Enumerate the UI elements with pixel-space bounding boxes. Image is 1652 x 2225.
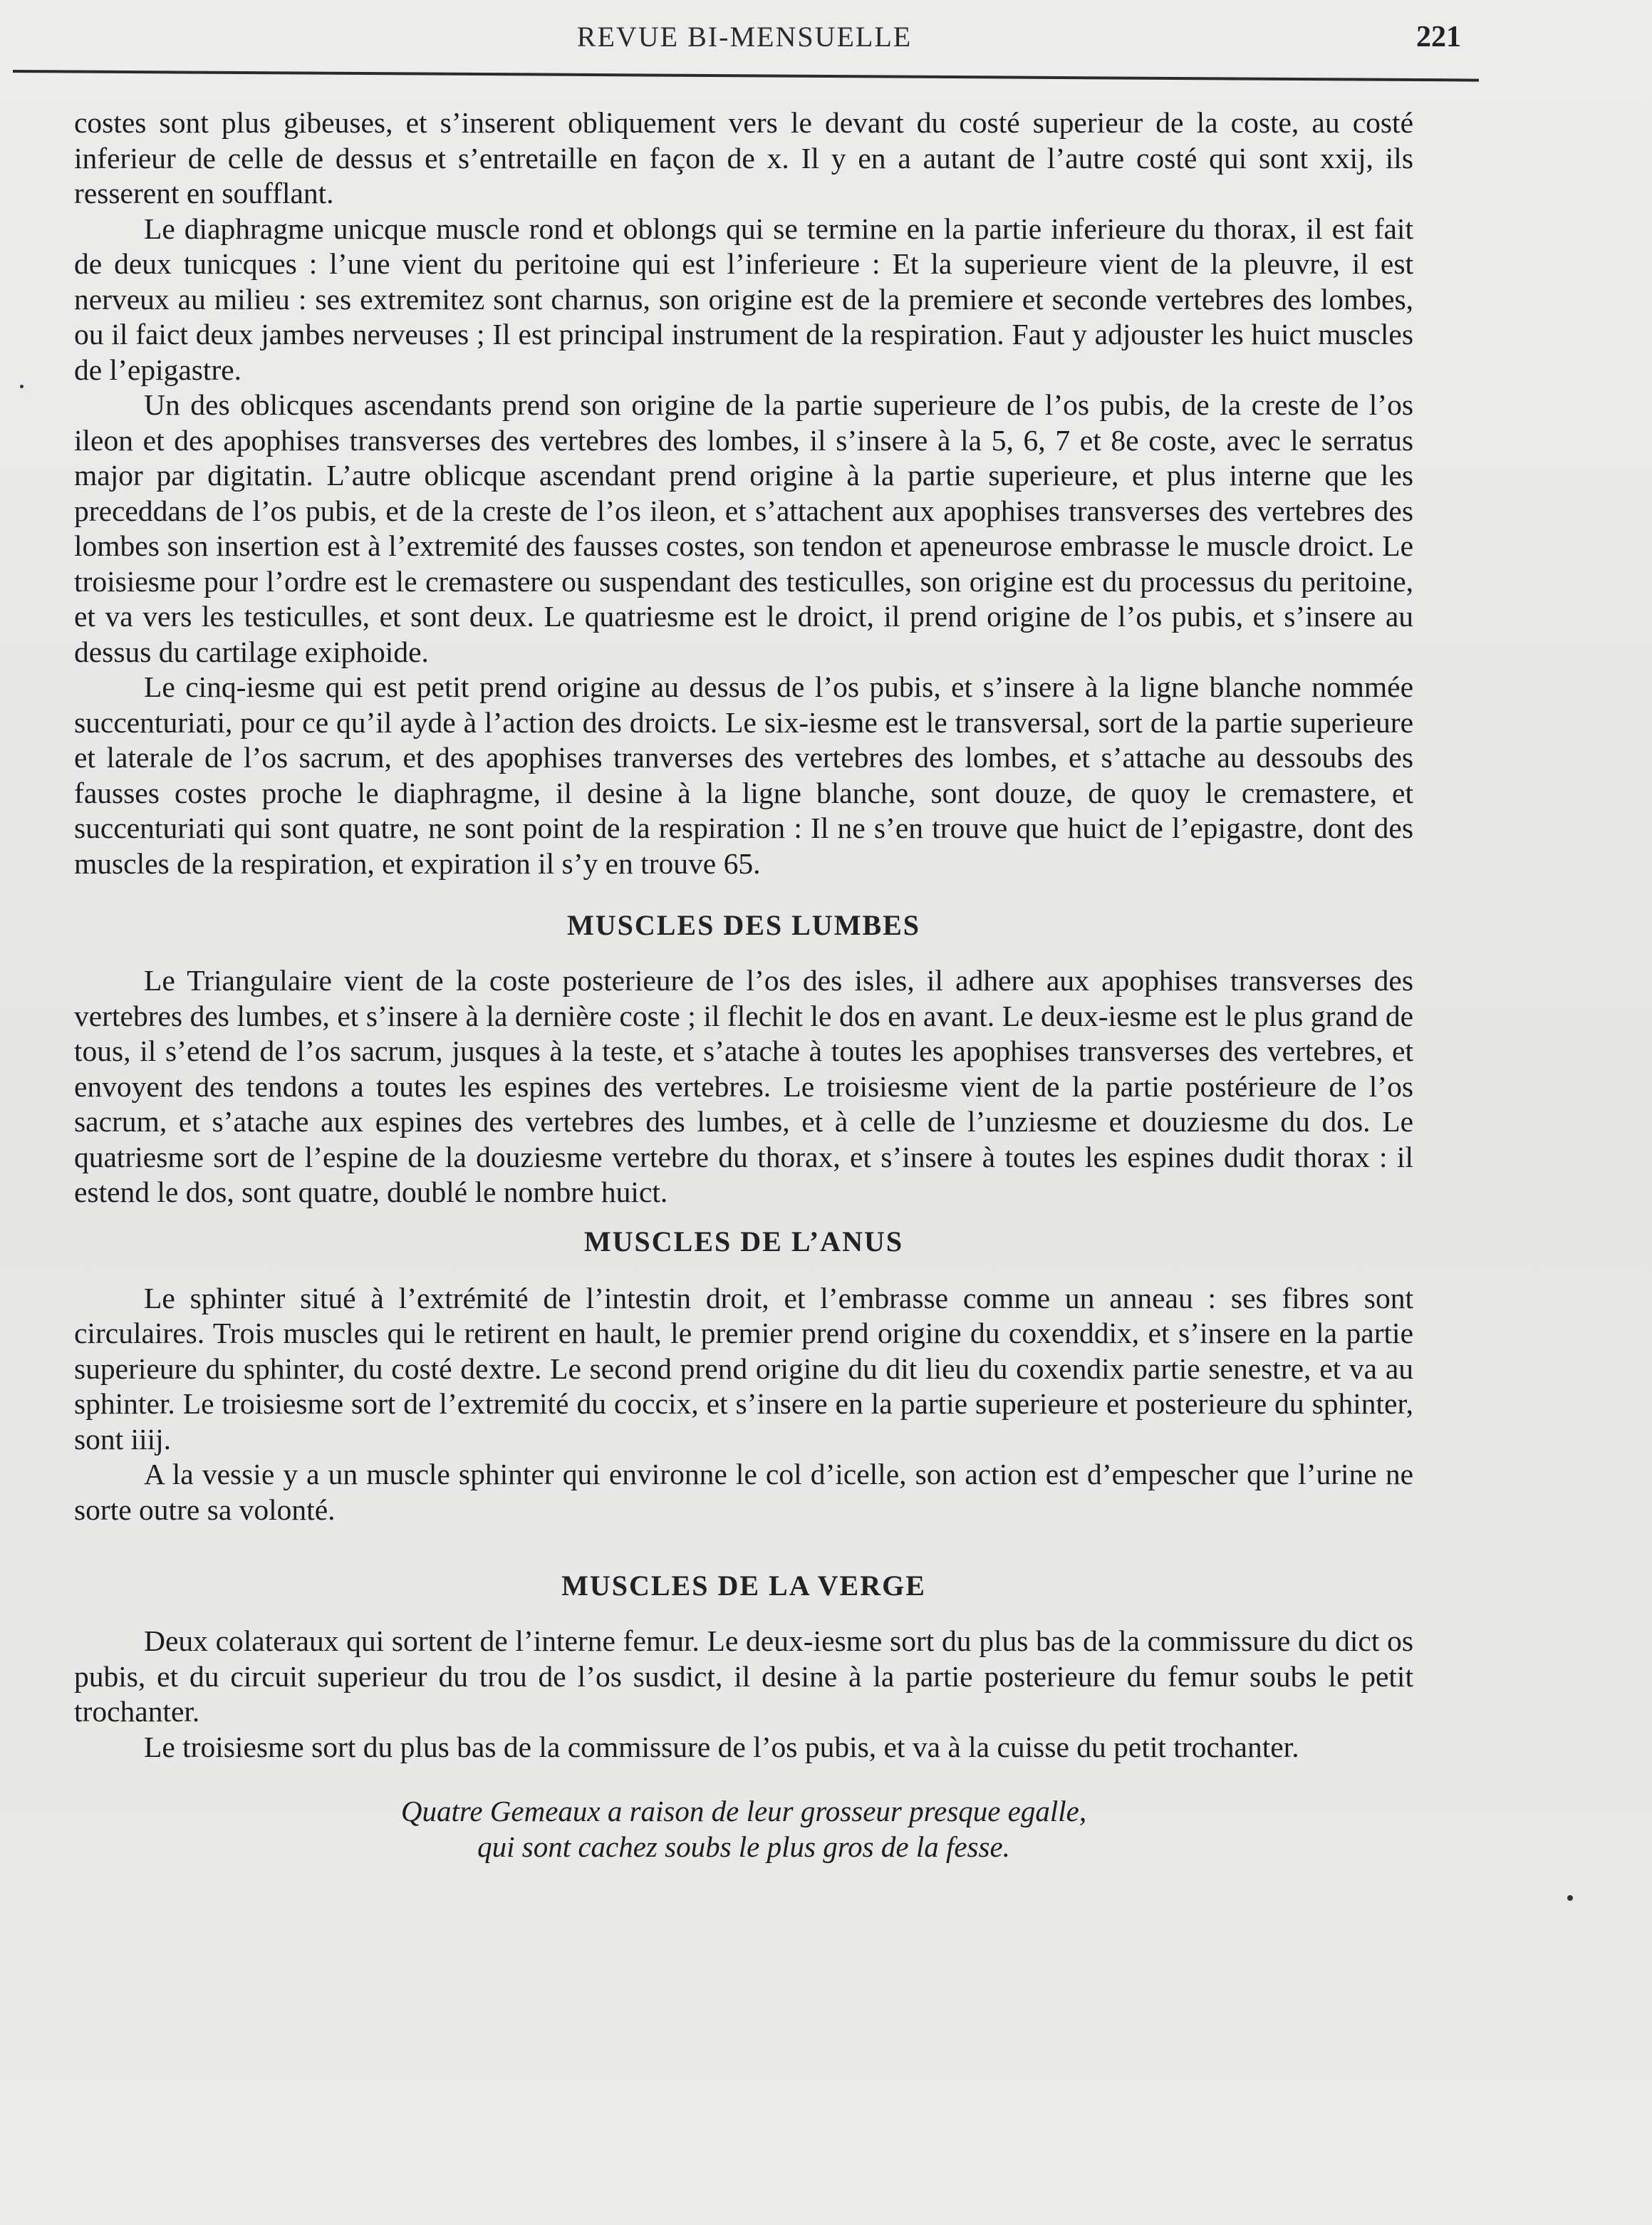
running-title: REVUE BI-MENSUELLE (576, 21, 913, 53)
page-header (0, 20, 1652, 63)
paragraph-sphinter: Le sphinter situé à l’extrémité de l’intestin droit, et l’embrasse comme un anneau : ses fibres sont circulaires. Trois muscles qui le retirent en hault, le premier prend origine du coxenddix, et s’insere en la partie superieure du sphinter, du costé dextre. Le second prend origine du dit lieu du coxendix partie senestre, et va au sphinter. Le troisiesme sort de l’extremité du coccix, et s’insere en la partie superieure et posterieure du sphinter, sont iiij. (74, 1281, 1413, 1456)
paragraph-cinquiesme: Le cinq-iesme qui est petit prend origine au dessus de l’os pubis, et s’insere à la ligne blanche nommée succenturiati, pour ce qu’il ayde à l’action des droicts. Le six-iesme est le transversal, sort de la partie superieure et laterale de l’os sacrum, et des apophises tranverses des vertebres des lombes, et s’attache au dessoubs des fausses costes proche le diaphragme, il desine à la ligne blanche, sont douze, de quoy le cremastere, et succenturiati qui sont quatre, ne sont point de la respiration : Il ne s’en trouve que huict de l’epigastre, dont des muscles de la respiration, et expiration il s’y en trouve 65. (74, 670, 1413, 880)
paragraph-colateraux: Deux colateraux qui sortent de l’interne femur. Le deux-iesme sort du plus bas de la commissure du dict os pubis, et du circuit superieur du trou de l’os susdict, il desine à la partie posterieure du femur soubs le petit trochanter. (74, 1624, 1413, 1728)
closing-italic-note (74, 1793, 1413, 1864)
paragraph-lumbes: Le Triangulaire vient de la coste posterieure de l’os des isles, il adhere aux apophises transverses des vertebres des lumbes, et s’insere à la dernière coste ; il flechit le dos en avant. Le deux-iesme est le plus grand de tous, il s’etend de l’os sacrum, jusques à la teste, et s’atache à toutes les apophises transverses des vertebres, et envoyent des tendons a toutes les espines des vertebres. Le troisiesme vient de la partie postérieure de l’os sacrum, et s’atache aux espines des vertebres des lumbes, et à celle de l’unziesme et douziesme du dos. Le quatriesme sort de l’espine de la douziesme vertebre du thorax, et s’insere à toutes les espines dudit thorax : il estend le dos, sont quatre, doublé le nombre huict. (74, 964, 1413, 1208)
paragraph-oblicques: Un des oblicques ascendants prend son origine de la partie superieure de l’os pubis, de la creste de l’os ileon et des apophises transverses des vertebres des lombes, il s’insere à la 5, 6, 7 et 8e coste, avec le serratus major par digitatin. L’autre oblicque ascendant prend origine à la partie superieure, et plus interne que les preceddans de l’os pubis, et de la creste de l’os ileon, et s’attachent aux apophises transverses des vertebres des lombes son insertion est à l’extremité des fausses costes, son tendon et apeneurose embrasse le muscle droict. Le troisiesme pour l’ordre est le cremastere ou suspendant des testiculles, son origine est du processus du peritoine, et va vers les testiculles, et sont deux. Le quatriesme est le droict, il prend origine de l’os pubis, et s’insere au dessus du cartilage exiphoide. (74, 388, 1413, 668)
header-rule (13, 70, 1479, 82)
section-title-anus: MUSCLES DE L’ANUS (583, 1225, 904, 1257)
ink-speck (1567, 1895, 1573, 1901)
page-body (74, 105, 1413, 1864)
closing-line-1: Quatre Gemeaux a raison de leur grosseur presque egalle, (400, 1795, 1087, 1827)
section-title-verge: MUSCLES DE LA VERGE (561, 1570, 926, 1602)
paragraph-troisiesme: Le troisiesme sort du plus bas de la commissure de l’os pubis, et va à la cuisse du petit trochanter. (144, 1730, 1299, 1763)
closing-line-2: qui sont cachez soubs le plus gros de la fesse. (477, 1830, 1010, 1863)
paragraph-continued: costes sont plus gibeuses, et s’inserent obliquement vers le devant du costé superieur de la coste, au costé inferieur de celle de dessus et s’entretaille en façon de x. Il y en a autant de l’autre costé qui sont xxij, ils resserent en soufflant. (74, 106, 1413, 209)
section-title-lumbes: MUSCLES DES LUMBES (566, 909, 921, 941)
page-number: 221 (1416, 21, 1461, 53)
paragraph-diaphragme: Le diaphragme unicque muscle rond et oblongs qui se termine en la partie inferieure du thorax, il est fait de deux tunicques : l’une vient du peritoine qui est l’inferieure : Et la superieure vient de la pleuvre, il est nerveux au milieu : ses extremitez sont charnus, son origine est de la premiere et seconde vertebres des lombes, ou il faict deux jambes nerveuses ; Il est principal instrument de la respiration. Faut y adjouster les huict muscles de l’epigastre. (74, 212, 1413, 386)
ink-speck (20, 385, 24, 388)
paragraph-vessie: A la vessie y a un muscle sphinter qui environne le col d’icelle, son action est d’empescher que l’urine ne sorte outre sa volonté. (74, 1458, 1413, 1526)
